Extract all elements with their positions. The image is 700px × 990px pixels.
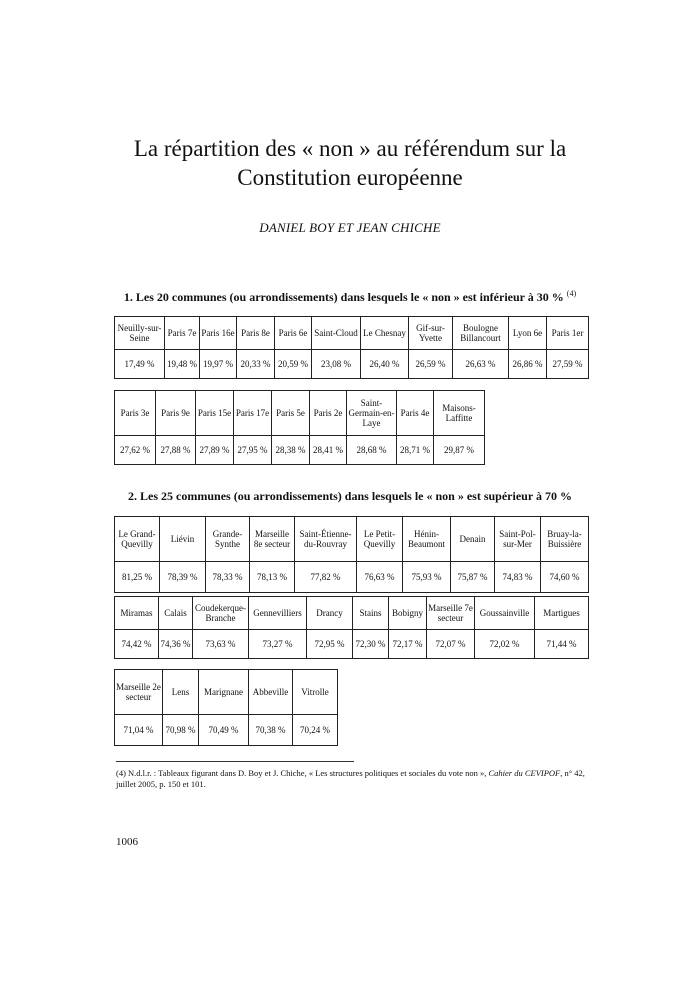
commune-name-cell: Hénin-Beaumont xyxy=(403,517,451,562)
percentage-cell: 27,88 % xyxy=(156,436,196,465)
commune-name-cell: Lyon 6e xyxy=(509,317,547,350)
percentage-cell: 28,68 % xyxy=(347,436,397,465)
value-row xyxy=(115,350,589,379)
percentage-cell: 72,17 % xyxy=(389,630,427,659)
table-s2-a xyxy=(114,516,589,593)
percentage-cell: 72,30 % xyxy=(353,630,389,659)
commune-name-cell: Maisons-Laffitte xyxy=(434,391,485,436)
commune-name-cell: Martigues xyxy=(535,597,589,630)
commune-name-cell: Paris 3e xyxy=(115,391,156,436)
commune-name-cell: Gif-sur-Yvette xyxy=(409,317,453,350)
title-line-1: La répartition des « non » au référendum sur la xyxy=(133,136,567,161)
commune-name-cell: Grande-Synthe xyxy=(206,517,250,562)
commune-row xyxy=(115,391,485,436)
commune-row xyxy=(115,597,589,630)
table-s2-c-body xyxy=(115,670,338,746)
table-s1-b xyxy=(114,390,485,465)
commune-name-cell: Paris 4e xyxy=(397,391,434,436)
commune-name-cell: Miramas xyxy=(115,597,159,630)
commune-name-cell: Saint-Germain-en-Laye xyxy=(347,391,397,436)
commune-name-cell: Calais xyxy=(159,597,193,630)
percentage-cell: 74,42 % xyxy=(115,630,159,659)
percentage-cell: 26,59 % xyxy=(409,350,453,379)
commune-name-cell: Le Grand-Quevilly xyxy=(115,517,160,562)
value-row xyxy=(115,630,589,659)
percentage-cell: 28,71 % xyxy=(397,436,434,465)
page-number: 1006 xyxy=(116,836,138,848)
percentage-cell: 70,49 % xyxy=(199,715,249,746)
commune-name-cell: Paris 2e xyxy=(310,391,347,436)
commune-name-cell: Paris 5e xyxy=(272,391,310,436)
commune-name-cell: Paris 17e xyxy=(234,391,272,436)
percentage-cell: 72,02 % xyxy=(475,630,535,659)
commune-name-cell: Paris 6e xyxy=(275,317,312,350)
percentage-cell: 71,44 % xyxy=(535,630,589,659)
percentage-cell: 20,33 % xyxy=(237,350,275,379)
footnote-ref: (4) xyxy=(566,289,577,298)
table-s1-b-body xyxy=(115,391,485,465)
percentage-cell: 76,63 % xyxy=(357,562,403,593)
commune-name-cell: Stains xyxy=(353,597,389,630)
section-2-heading: 2. Les 25 communes (ou arrondissements) dans lesquels le « non » est supérieur à 70 % xyxy=(128,489,572,503)
section-1-heading-text: 1. Les 20 communes (ou arrondissements) dans lesquels le « non » est inférieur à 30 % xyxy=(123,290,567,304)
percentage-cell: 74,36 % xyxy=(159,630,193,659)
percentage-cell: 72,95 % xyxy=(307,630,353,659)
commune-name-cell: Saint-Pol-sur-Mer xyxy=(495,517,541,562)
footnote xyxy=(116,768,606,790)
commune-name-cell: Liévin xyxy=(160,517,206,562)
value-row xyxy=(115,562,589,593)
percentage-cell: 73,63 % xyxy=(193,630,249,659)
commune-name-cell: Le Chesnay xyxy=(361,317,409,350)
footnote-journal: Cahier du CEVIPOF xyxy=(488,768,561,778)
commune-name-cell: Boulogne Billancourt xyxy=(453,317,509,350)
commune-name-cell: Paris 8e xyxy=(237,317,275,350)
percentage-cell: 27,95 % xyxy=(234,436,272,465)
percentage-cell: 78,13 % xyxy=(250,562,295,593)
commune-name-cell: Marseille 8e secteur xyxy=(250,517,295,562)
section-1-heading xyxy=(0,289,700,305)
table-s2-c xyxy=(114,669,338,746)
commune-name-cell: Gennevilliers xyxy=(249,597,307,630)
percentage-cell: 70,38 % xyxy=(249,715,293,746)
commune-name-cell: Paris 1er xyxy=(547,317,589,350)
percentage-cell: 78,33 % xyxy=(206,562,250,593)
percentage-cell: 77,82 % xyxy=(295,562,357,593)
percentage-cell: 28,38 % xyxy=(272,436,310,465)
commune-name-cell: Le Petit-Quevilly xyxy=(357,517,403,562)
percentage-cell: 27,89 % xyxy=(196,436,234,465)
title-line-2: Constitution européenne xyxy=(237,165,463,190)
footnote-text-end: , n° 42, juillet 2005, p. 150 et 101. xyxy=(116,768,585,789)
percentage-cell: 26,86 % xyxy=(509,350,547,379)
percentage-cell: 19,48 % xyxy=(165,350,200,379)
percentage-cell: 19,97 % xyxy=(200,350,237,379)
percentage-cell: 17,49 % xyxy=(115,350,165,379)
percentage-cell: 23,08 % xyxy=(312,350,361,379)
percentage-cell: 72,07 % xyxy=(427,630,475,659)
percentage-cell: 27,62 % xyxy=(115,436,156,465)
value-row xyxy=(115,436,485,465)
commune-row xyxy=(115,670,338,715)
commune-name-cell: Paris 16e xyxy=(200,317,237,350)
percentage-cell: 70,98 % xyxy=(163,715,199,746)
article-title xyxy=(0,134,700,192)
percentage-cell: 75,93 % xyxy=(403,562,451,593)
commune-name-cell: Saint-Étienne-du-Rouvray xyxy=(295,517,357,562)
commune-name-cell: Paris 7e xyxy=(165,317,200,350)
percentage-cell: 81,25 % xyxy=(115,562,160,593)
footnote-text: (4) N.d.l.r. : Tableaux figurant dans D. Boy et J. Chiche, « Les structures politiques et sociales du vote non », xyxy=(116,768,489,778)
commune-name-cell: Coudekerque-Branche xyxy=(193,597,249,630)
percentage-cell: 20,59 % xyxy=(275,350,312,379)
percentage-cell: 26,63 % xyxy=(453,350,509,379)
percentage-cell: 29,87 % xyxy=(434,436,485,465)
table-s2-b-body xyxy=(115,597,589,659)
table-s1-a xyxy=(114,316,589,379)
table-s2-a-body xyxy=(115,517,589,593)
commune-name-cell: Lens xyxy=(163,670,199,715)
commune-name-cell: Bruay-la-Buissière xyxy=(541,517,589,562)
commune-name-cell: Paris 15e xyxy=(196,391,234,436)
value-row xyxy=(115,715,338,746)
commune-name-cell: Abbeville xyxy=(249,670,293,715)
percentage-cell: 28,41 % xyxy=(310,436,347,465)
commune-name-cell: Marignane xyxy=(199,670,249,715)
commune-name-cell: Bobigny xyxy=(389,597,427,630)
commune-name-cell: Neuilly-sur-Seine xyxy=(115,317,165,350)
commune-name-cell: Paris 9e xyxy=(156,391,196,436)
commune-name-cell: Saint-Cloud xyxy=(312,317,361,350)
percentage-cell: 70,24 % xyxy=(293,715,338,746)
table-s1-a-body xyxy=(115,317,589,379)
commune-name-cell: Denain xyxy=(451,517,495,562)
percentage-cell: 71,04 % xyxy=(115,715,163,746)
commune-name-cell: Vitrolle xyxy=(293,670,338,715)
commune-name-cell: Goussainville xyxy=(475,597,535,630)
percentage-cell: 27,59 % xyxy=(547,350,589,379)
percentage-cell: 73,27 % xyxy=(249,630,307,659)
commune-name-cell: Marseille 7e secteur xyxy=(427,597,475,630)
percentage-cell: 74,60 % xyxy=(541,562,589,593)
commune-name-cell: Drancy xyxy=(307,597,353,630)
commune-row xyxy=(115,517,589,562)
percentage-cell: 75,87 % xyxy=(451,562,495,593)
commune-name-cell: Marseille 2e secteur xyxy=(115,670,163,715)
percentage-cell: 78,39 % xyxy=(160,562,206,593)
percentage-cell: 26,40 % xyxy=(361,350,409,379)
table-s2-b xyxy=(114,596,589,659)
percentage-cell: 74,83 % xyxy=(495,562,541,593)
footnote-divider xyxy=(116,761,354,762)
commune-row xyxy=(115,317,589,350)
article-authors: DANIEL BOY ET JEAN CHICHE xyxy=(259,220,441,235)
